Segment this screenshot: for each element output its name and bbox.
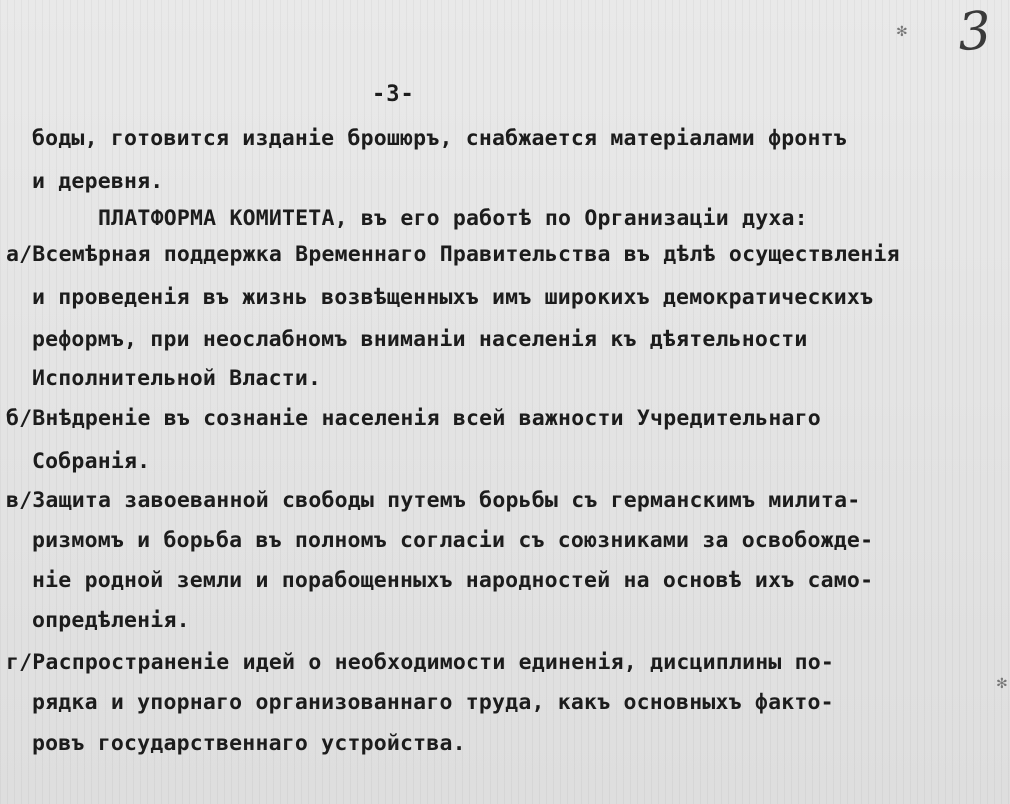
text-line: рядка и упорнаго организованнаго труда, какъ основныхъ факто-: [32, 690, 834, 715]
text-line: Исполнительной Власти.: [32, 366, 322, 391]
text-line: г/Распространеніе идей о необходимости единенія, дисциплины по-: [6, 650, 835, 675]
text-line: ризмомъ и борьба въ полномъ согласіи съ союзниками за освобожде-: [32, 528, 874, 553]
typed-page-number: -3-: [372, 82, 415, 107]
stamp-mark-icon: ✻: [896, 24, 908, 40]
text-line: опредѣленія.: [32, 608, 190, 633]
text-line: и проведенія въ жизнь возвѣщенныхъ имъ широкихъ демократическихъ: [32, 285, 874, 310]
platform-heading: ПЛАТФОРМА КОМИТЕТА, въ его работѣ по Организаціи духа:: [98, 206, 808, 231]
text-line: в/Защита завоеванной свободы путемъ борьбы съ германскимъ милита-: [6, 488, 861, 513]
text-line: б/Внѣдреніе въ сознаніе населенія всей важности Учредительнаго: [6, 406, 821, 431]
text-line: ніе родной земли и порабощенныхъ народностей на основѣ ихъ само-: [32, 568, 874, 593]
text-line: и деревня.: [32, 169, 164, 194]
text-line: боды, готовится изданіе брошюръ, снабжается матеріалами фронтъ: [32, 126, 847, 151]
text-line: ровъ государственнаго устройства.: [32, 731, 466, 756]
text-line: Собранія.: [32, 449, 151, 474]
text-line: реформъ, при неослабномъ вниманіи населенія къ дѣятельности: [32, 327, 808, 352]
stamp-mark-icon: ✻: [996, 676, 1008, 692]
text-line: а/Всемѣрная поддержка Временнаго Правительства въ дѣлѣ осуществленія: [6, 242, 900, 267]
handwritten-page-number: 3: [955, 0, 994, 64]
